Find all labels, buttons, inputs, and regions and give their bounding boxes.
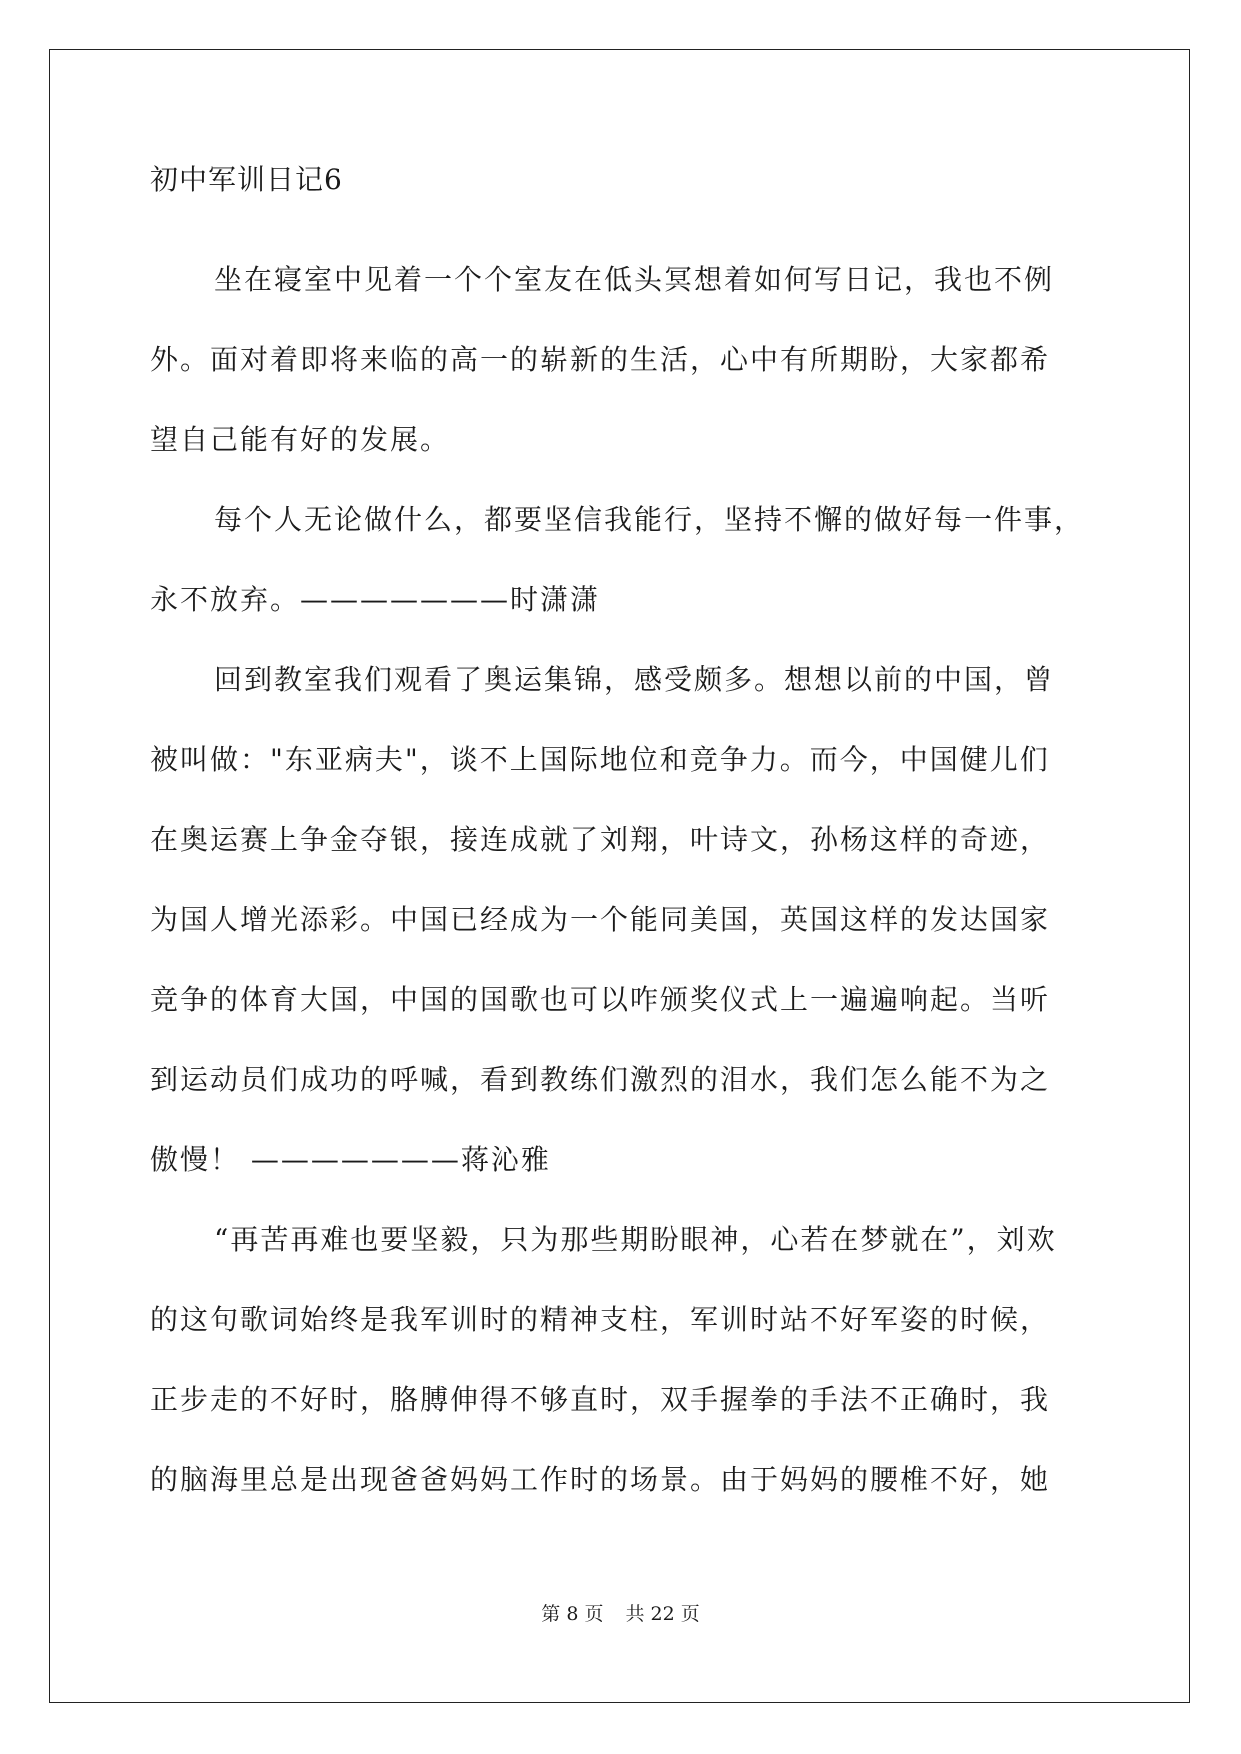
text-line: 的脑海里总是出现爸爸妈妈工作时的场景。由于妈妈的腰椎不好，她	[150, 1463, 1051, 1496]
text-line: 永不放弃。———————时潇潇	[150, 583, 601, 616]
paragraph-2	[150, 480, 1090, 640]
paragraph-3	[150, 640, 1090, 1200]
page-number: 第 8 页	[541, 1603, 604, 1625]
document-body	[150, 160, 1090, 1520]
text-line: 竞争的体育大国，中国的国歌也可以咋颁奖仪式上一遍遍响起。当听	[150, 983, 1051, 1016]
text-line: 坐在寝室中见着一个个室友在低头冥想着如何写日记，我也不例	[214, 263, 1055, 296]
text-line: 在奥运赛上争金夺银，接连成就了刘翔，叶诗文，孙杨这样的奇迹，	[150, 823, 1051, 856]
text-line: 回到教室我们观看了奥运集锦，感受颇多。想想以前的中国，曾	[214, 663, 1055, 696]
text-line: 傲慢！ ———————蒋沁雅	[150, 1143, 551, 1176]
page-footer	[0, 1602, 1241, 1626]
text-line: “再苦再难也要坚毅，只为那些期盼眼神，心若在梦就在”，刘欢	[214, 1223, 1057, 1256]
text-line: 每个人无论做什么，都要坚信我能行，坚持不懈的做好每一件事，	[214, 503, 1085, 536]
text-line: 的这句歌词始终是我军训时的精神支柱，军训时站不好军姿的时候，	[150, 1303, 1051, 1336]
text-line: 望自己能有好的发展。	[150, 423, 451, 456]
page-total: 共 22 页	[625, 1603, 700, 1625]
document-title: 初中军训日记6	[150, 163, 343, 196]
text-line: 到运动员们成功的呼喊，看到教练们激烈的泪水，我们怎么能不为之	[150, 1063, 1051, 1096]
text-line: 为国人增光添彩。中国已经成为一个能同美国，英国这样的发达国家	[150, 903, 1051, 936]
paragraph-1	[150, 240, 1090, 480]
paragraph-4	[150, 1200, 1090, 1520]
text-line: 被叫做："东亚病夫"，谈不上国际地位和竞争力。而今，中国健儿们	[150, 743, 1050, 776]
text-line: 正步走的不好时，胳膊伸得不够直时，双手握拳的手法不正确时，我	[150, 1383, 1051, 1416]
text-line: 外。面对着即将来临的高一的崭新的生活，心中有所期盼，大家都希	[150, 343, 1051, 376]
